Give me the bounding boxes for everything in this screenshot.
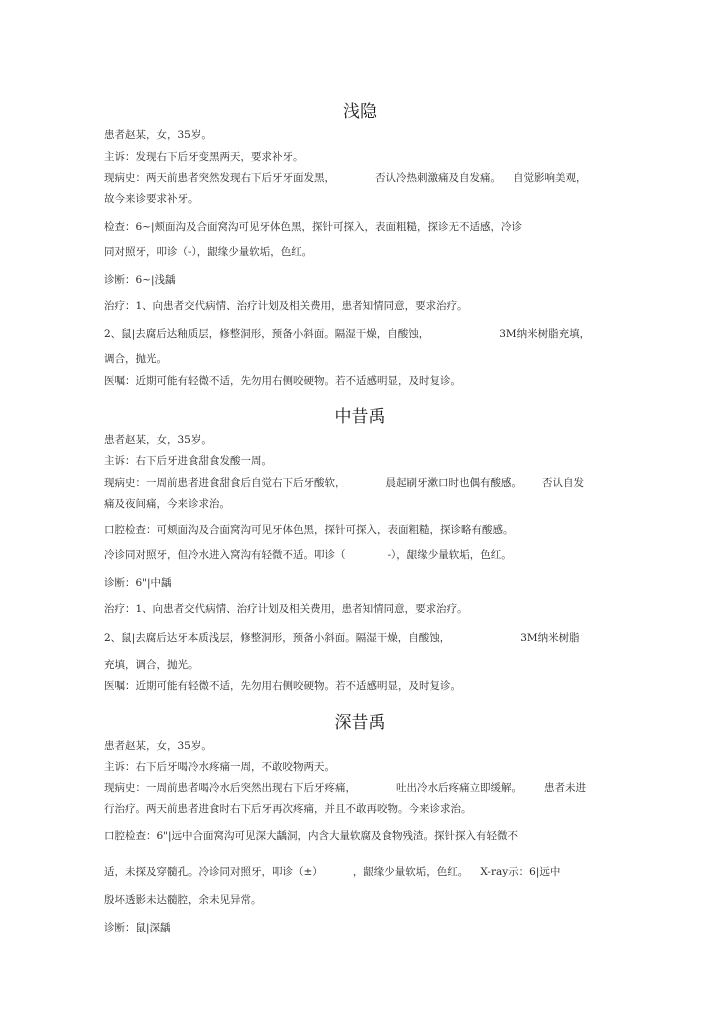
section-title: 深昔禹 [334, 713, 386, 733]
text-line: 殷坏透影未达髓腔，余未见异常。 [104, 894, 262, 906]
text-line: 患者赵某，女，35岁。 [104, 740, 212, 752]
text-line: 治疗：1、向患者交代病情、治疗计划及相关费用，患者知情同意，要求治疗。 [104, 603, 468, 615]
section-title: 浅隐 [343, 102, 377, 122]
text-line: 故今来诊要求补牙。 [104, 193, 199, 205]
text-line: 主诉：发现右下后牙变黑两天，要求补牙。 [104, 151, 304, 163]
text-line: 行治疗。两天前患者进食时右下后牙再次疼痛，并且不敢再咬物。今来诊求治。 [104, 803, 472, 815]
text-line: 2、鼠|去腐后达牙本质浅层，修整洞形，预备小斜面。隔湿干燥，自酸蚀， 3M纳米树脂 [104, 632, 580, 644]
text-line: 现病史：一周前患者喝冷水后突然出现右下后牙疼痛， 吐出冷水后疼痛立即缓解。 患者未进 [104, 782, 586, 794]
text-line: 患者赵某，女，35岁。 [104, 129, 212, 141]
text-line: 2、鼠|去腐后达釉质层，修整洞形，预备小斜面。隔湿干燥，自酸蚀， 3M纳米树脂充填， [104, 328, 591, 340]
text-line: 主诉：右下后牙喝冷水疼痛一周，不敢咬物两天。 [104, 761, 335, 773]
text-line: 医嘱：近期可能有轻微不适，先勿用右侧咬硬物。若不适感明显，及时复诊。 [104, 680, 461, 692]
text-line: 充填，调合，抛光。 [104, 659, 199, 671]
section-title: 中昔禹 [334, 407, 386, 427]
text-line: 诊断：鼠|深龋 [104, 922, 171, 934]
text-line: 检查：6~|颊面沟及合面窝沟可见牙体色黑，探针可探入，表面粗糙，探诊无不适感，冷诊 [104, 221, 523, 233]
text-line: 调合，抛光。 [104, 353, 167, 365]
text-line: 适，未探及穿髓孔。冷诊同对照牙，叩诊（±） ，龈缘少量软垢，色红。 X-ray示：6|远中 [104, 866, 561, 878]
text-line: 同对照牙，叩诊（-），龈缘少量软垢，色红。 [104, 246, 313, 258]
text-line: 治疗：1、向患者交代病情、治疗计划及相关费用，患者知情同意，要求治疗。 [104, 300, 468, 312]
text-line: 口腔检查：6"|远中合面窝沟可见深大龋洞，内含大量软腐及食物残渣。探针探入有轻微不 [104, 830, 519, 842]
text-line: 医嘱：近期可能有轻微不适，先勿用右侧咬硬物。若不适感明显，及时复诊。 [104, 375, 461, 387]
text-line: 现病史：一周前患者进食甜食后自觉右下后牙酸软， 晨起刷牙漱口时也偶有酸感。 否认自发 [104, 477, 584, 489]
text-line: 患者赵某，女，35岁。 [104, 434, 212, 446]
text-line: 现病史：两天前患者突然发现右下后牙牙面发黑， 否认冷热刺激痛及自发痛。 自觉影响美观， [104, 172, 587, 184]
text-line: 诊断：6"|中龋 [104, 577, 172, 589]
text-line: 主诉：右下后牙进食甜食发酸一周。 [104, 455, 272, 467]
text-line: 痛及夜间痛，今来诊求治。 [104, 498, 230, 510]
text-line: 口腔检查：可颊面沟及合面窝沟可见牙体色黑，探针可探入，表面粗糙，探诊略有酸感。 [104, 524, 514, 536]
text-line: 冷诊同对照牙，但冷水进入窝沟有轻微不适。叩诊（ -），龈缘少量软垢，色红。 [104, 549, 512, 561]
text-line: 诊断：6~|浅龋 [104, 274, 176, 286]
